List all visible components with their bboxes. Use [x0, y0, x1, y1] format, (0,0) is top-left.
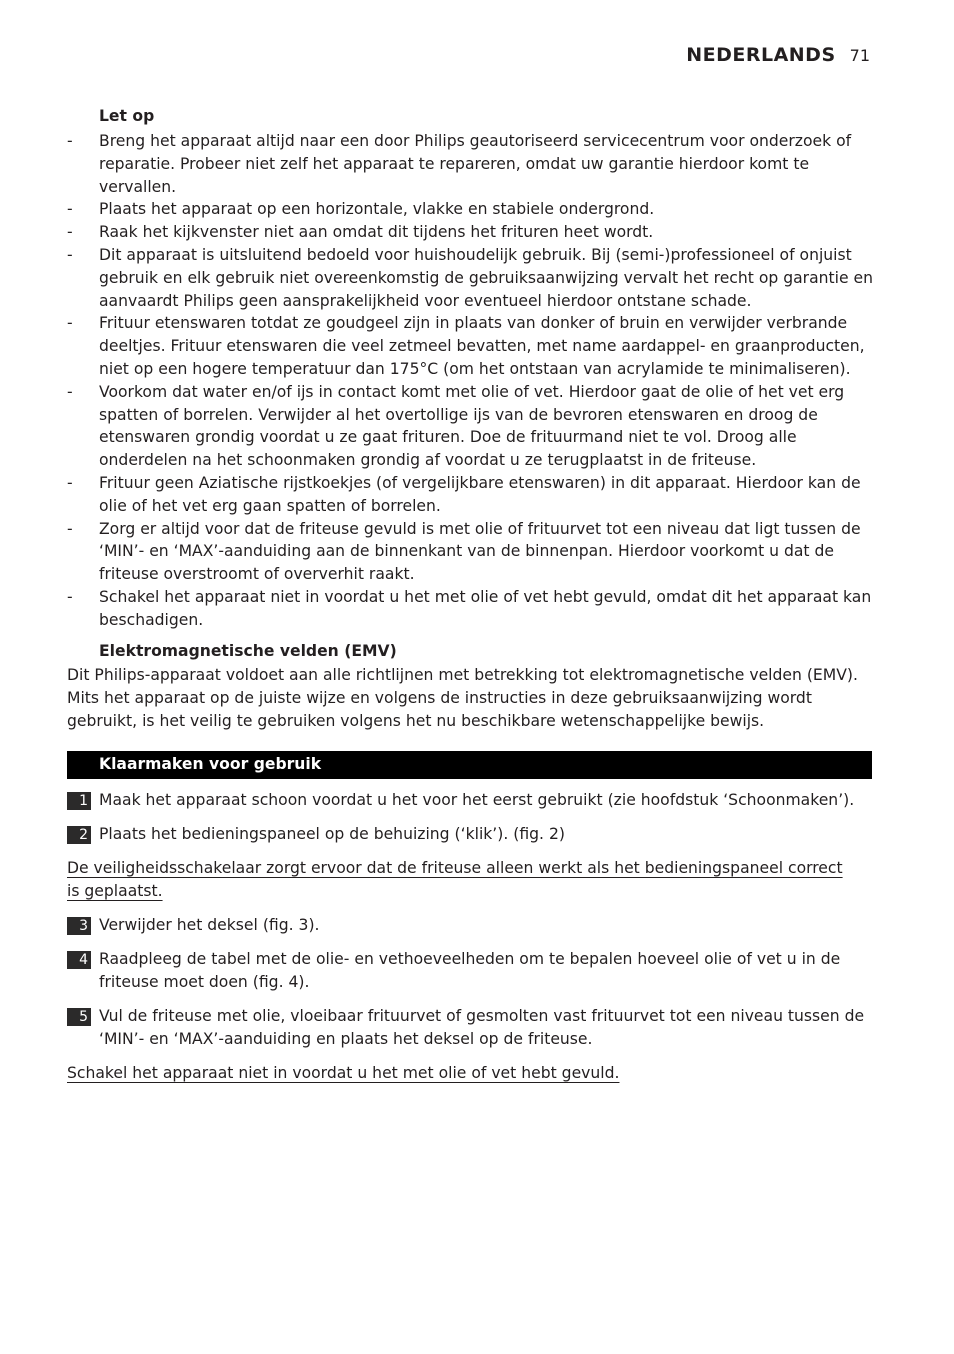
step-text: Raadpleeg de tabel met de olie- en vethoeveelheden om te bepalen hoeveel olie of vet u in de friteuse moet doen (fig. 4). — [99, 950, 841, 991]
step-4 — [67, 948, 879, 994]
list-item: - Voorkom dat water en/of ijs in contact komt met olie of vet. Hierdoor gaat de olie of het vet erg spatten of borrelen. Verwijder al het overtollige ijs van de bevroren etenswaren en droog de etenswaren grondig voordat u ze gaat frituren. Doe de frituurmand niet te vol. Droog alle onderdelen na het schoonmaken grondig af voordat u ze terugplaatst in de friteuse. — [67, 382, 845, 470]
list-item: - Plaats het apparaat op een horizontale, vlakke en stabiele ondergrond. — [67, 200, 655, 219]
step-number: 5 — [67, 1008, 91, 1026]
list-item: - Frituur geen Aziatische rijstkoekjes (of vergelijkbare etenswaren) in dit apparaat. Hierdoor kan de olie of het vet erg gaan spatten of borrelen. — [67, 473, 861, 515]
step-number: 1 — [67, 792, 91, 810]
list-item: - Raak het kijkvenster niet aan omdat dit tijdens het frituren heet wordt. — [67, 223, 654, 242]
page-header — [686, 44, 870, 66]
caution-heading: Let op — [99, 107, 155, 125]
section-title: Klaarmaken voor gebruik — [99, 755, 322, 773]
emf-heading: Elektromagnetische velden (EMV) — [99, 642, 397, 660]
list-item: - Frituur etenswaren totdat ze goudgeel zijn in plaats van donker of bruin en verwijder verbrande deeltjes. Frituur etenswaren die veel zetmeel bevatten, met name aardappel- en graanproducten, niet op een hogere temperatuur dan 175°C (om het ontstaan van acrylamide te minimaliseren). — [67, 314, 865, 378]
section-header-bar — [67, 751, 872, 779]
list-item: - Dit apparaat is uitsluitend bedoeld voor huishoudelijk gebruik. Bij (semi-)professioneel of onjuist gebruik en elk gebruik niet overeenkomstig de gebruiksaanwijzing vervalt het recht op garantie en aanvaardt Philips geen aansprakelijkheid voor eventueel hierdoor ontstane schade. — [67, 245, 873, 310]
list-item: - Schakel het apparaat niet in voordat u het met olie of vet hebt gevuld, omdat dit het apparaat kan beschadigen. — [67, 587, 872, 629]
list-item: - Breng het apparaat altijd naar een door Philips geautoriseerd servicecentrum voor onderzoek of reparatie. Probeer niet zelf het apparaat te repareren, omdat uw garantie hierdoor komt te vervallen. — [67, 132, 852, 196]
step-2 — [67, 823, 879, 846]
step-1 — [67, 789, 879, 812]
language-label: NEDERLANDS — [686, 44, 836, 66]
step-number: 4 — [67, 951, 91, 969]
page-number: 71 — [849, 46, 870, 65]
step-text: Vul de friteuse met olie, vloeibaar frituurvet of gesmolten vast frituurvet tot een niveau tussen de ‘MIN’- en ‘MAX’-aanduiding en plaats het deksel op de friteuse. — [99, 1007, 865, 1048]
emf-paragraph: Dit Philips-apparaat voldoet aan alle richtlijnen met betrekking tot elektromagnetische velden (EMV). Mits het apparaat op de juiste wijze en volgens de instructies in deze gebruiksaanwijzing wordt gebruikt, is het veilig te gebruiken volgens het nu beschikbare wetenschappelijke bewijs. — [67, 666, 858, 730]
step-3 — [67, 914, 879, 937]
step-number: 2 — [67, 826, 91, 844]
step-text: Plaats het bedieningspaneel op de behuizing (‘klik’). (fig. 2) — [99, 825, 565, 843]
step-text: Maak het apparaat schoon voordat u het voor het eerst gebruikt (zie hoofdstuk ‘Schoonmaken’). — [99, 791, 855, 809]
caution-list — [67, 130, 879, 632]
fill-warning-note: Schakel het apparaat niet in voordat u het met olie of vet hebt gevuld. — [67, 1064, 620, 1082]
step-number: 3 — [67, 917, 91, 935]
step-text: Verwijder het deksel (fig. 3). — [99, 916, 320, 934]
step-5 — [67, 1005, 879, 1051]
safety-switch-note: De veiligheidsschakelaar zorgt ervoor dat de friteuse alleen werkt als het bedieningspaneel correct is geplaatst. — [67, 859, 843, 900]
list-item: - Zorg er altijd voor dat de friteuse gevuld is met olie of frituurvet tot een niveau dat ligt tussen de ‘MIN’- en ‘MAX’-aanduiding aan de binnenkant van de binnenpan. Hierdoor voorkomt u dat de friteuse overstroomt of oververhit raakt. — [67, 519, 861, 584]
